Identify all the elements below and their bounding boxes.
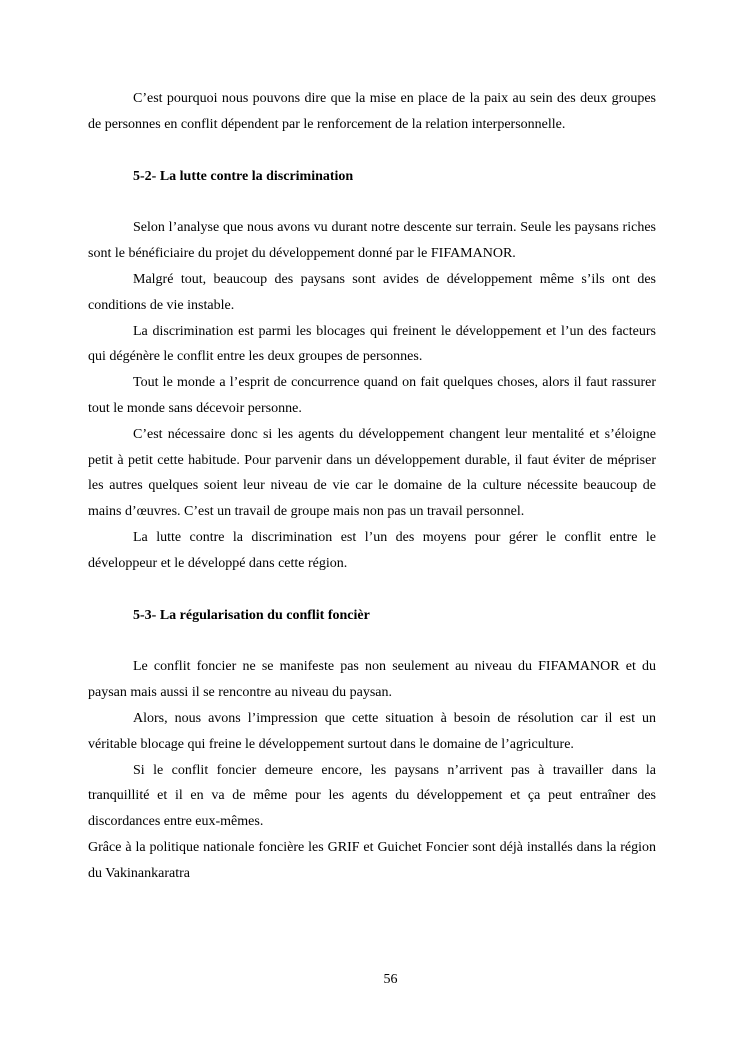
closing-paragraph: Grâce à la politique nationale foncière les GRIF et Guichet Foncier sont déjà installés dans la région du Vakinankaratra [88, 839, 656, 881]
paragraph: Selon l’analyse que nous avons vu durant notre descente sur terrain. Seule les paysans riches sont le bénéficiaire du projet du développement donné par le FIFAMANOR. [88, 220, 656, 262]
spacer [88, 628, 656, 654]
paragraph: La lutte contre la discrimination est l’un des moyens pour gérer le conflit entre le développeur et le développé dans cette région. [88, 529, 656, 571]
spacer [88, 189, 656, 215]
spacer [88, 138, 656, 164]
intro-paragraph: C’est pourquoi nous pouvons dire que la mise en place de la paix au sein des deux groupes de personnes en conflit dépendent par le renforcement de la relation interpersonnelle. [88, 91, 656, 132]
section-heading-5-3: 5-3- La régularisation du conflit foncièr [133, 607, 370, 623]
page-number: 56 [383, 972, 398, 987]
paragraph: C’est nécessaire donc si les agents du développement changent leur mentalité et s’éloigne petit à petit cette habitude. Pour parvenir dans un développement durable, il faut éviter de mépriser les autres quelques soient leur niveau de vie car le domaine de la culture nécessite beaucoup de mains d’œuvres. C’est un travail de groupe mais non pas un travail personnel. [88, 426, 656, 520]
paragraph: Si le conflit foncier demeure encore, les paysans n’arrivent pas à travailler dans la tranquillité et il en va de même pour les agents du développement et ça peut entraîner des discordances entre eux-mêmes. [88, 762, 656, 830]
paragraph: Malgré tout, beaucoup des paysans sont avides de développement même s’ils ont des conditions de vie instable. [88, 271, 656, 313]
section-heading-5-2: 5-2- La lutte contre la discrimination [133, 168, 354, 184]
spacer [88, 577, 656, 603]
paragraph: Alors, nous avons l’impression que cette situation à besoin de résolution car il est un véritable blocage qui freine le développement surtout dans le domaine de l’agriculture. [88, 710, 656, 752]
document-page [88, 86, 656, 887]
paragraph: Le conflit foncier ne se manifeste pas non seulement au niveau du FIFAMANOR et du paysan mais aussi il se rencontre au niveau du paysan. [88, 659, 656, 701]
paragraph: Tout le monde a l’esprit de concurrence quand on fait quelques choses, alors il faut rassurer tout le monde sans décevoir personne. [88, 375, 656, 416]
paragraph: La discrimination est parmi les blocages qui freinent le développement et l’un des facteurs qui dégénère le conflit entre les deux groupes de personnes. [88, 323, 656, 365]
